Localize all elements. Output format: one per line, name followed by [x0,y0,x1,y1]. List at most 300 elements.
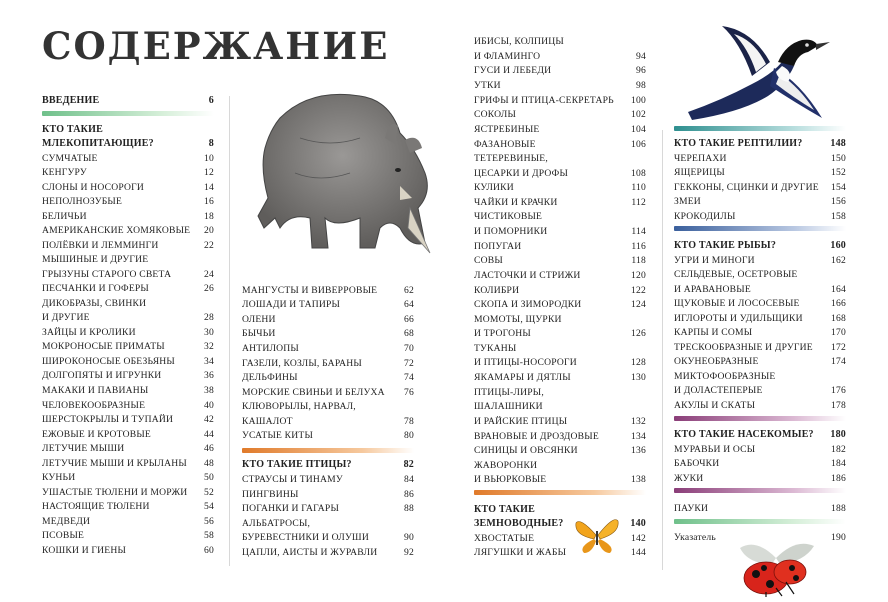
toc-page-number: 124 [631,299,646,310]
section-divider-bar [674,416,846,421]
section-divider-bar [674,519,846,524]
toc-entry[interactable] [474,444,646,458]
toc-entry[interactable] [674,399,846,413]
toc-entry[interactable] [674,355,846,369]
toc-page-number: 12 [204,167,214,178]
toc-page-number: 174 [831,356,846,367]
toc-entry-label: ЛЯГУШКИ И ЖАБЫ [474,547,567,558]
toc-page-number: 176 [831,385,846,396]
toc-entry-label: СУМЧАТЫЕ [42,153,98,164]
toc-entry[interactable] [474,50,646,64]
toc-page-number: 162 [831,255,846,266]
toc-entry[interactable] [42,340,214,354]
toc-entry-label: ГАЗЕЛИ, КОЗЛЫ, БАРАНЫ [242,358,362,369]
toc-entry[interactable] [42,239,214,253]
toc-entry-label: И РАЙСКИЕ ПТИЦЫ [474,416,568,427]
toc-page-number: 118 [631,255,646,266]
toc-entry[interactable] [474,327,646,341]
toc-entry-label: МУРАВЬИ И ОСЫ [674,444,756,455]
toc-entry-label: ЧАЙКИ И КРАЧКИ [474,197,558,208]
toc-entry-label: СОКОЛЫ [474,109,517,120]
toc-entry-label: ЧЕРЕПАХИ [674,153,727,164]
toc-entry-label: КТО ТАКИЕ НАСЕКОМЫЕ? [674,429,814,440]
toc-entry[interactable] [474,254,646,268]
toc-entry-label: ОЛЕНИ [242,314,276,325]
toc-entry[interactable] [42,224,214,238]
toc-entry[interactable] [42,399,214,413]
toc-entry-label: ЗЕМНОВОДНЫЕ? [474,518,564,529]
toc-entry-label: КАШАЛОТ [242,416,293,427]
toc-entry[interactable] [242,517,414,531]
column-divider [662,130,663,570]
toc-page-number: 42 [204,414,214,425]
toc-page-number: 60 [204,545,214,556]
toc-entry-label: ЕЖОВЫЕ И КРОТОВЫЕ [42,429,151,440]
section-divider-bar [242,448,414,453]
toc-entry[interactable] [674,370,846,384]
toc-page-number: 102 [631,109,646,120]
toc-page-number: 106 [631,139,646,150]
toc-page-number: 68 [404,328,414,339]
toc-entry[interactable] [474,532,646,546]
toc-entry-label: МЛЕКОПИТАЮЩИЕ? [42,138,154,149]
toc-entry[interactable] [674,195,846,209]
toc-entry[interactable] [474,342,646,356]
toc-page-number: 54 [204,501,214,512]
toc-entry-label: ПЕСЧАНКИ И ГОФЕРЫ [42,283,149,294]
toc-page-number: 188 [831,503,846,514]
toc-entry[interactable] [474,356,646,370]
toc-page-number: 70 [404,343,414,354]
toc-page-number: 74 [404,372,414,383]
toc-page-number: 122 [631,285,646,296]
toc-entry-label: И ФЛАМИНГО [474,51,541,62]
toc-entry-label: ЦЕСАРКИ И ДРОФЫ [474,168,569,179]
toc-page-number: 170 [831,327,846,338]
toc-entry[interactable] [674,268,846,282]
toc-entry[interactable] [674,457,846,471]
toc-entry[interactable] [42,442,214,456]
toc-page-number: 114 [631,226,646,237]
toc-entry-label: КТО ТАКИЕ РЫБЫ? [674,240,777,251]
toc-page-number: 130 [631,372,646,383]
toc-entry-label: СЕЛЬДЕВЫЕ, ОСЕТРОВЫЕ [674,269,798,280]
toc-entry[interactable] [42,486,214,500]
page-title: СОДЕРЖАНИЕ [42,24,390,68]
toc-section-heading[interactable] [474,517,646,531]
toc-entry-label: НАСТОЯЩИЕ ТЮЛЕНИ [42,501,150,512]
toc-entry-label: ЯЩЕРИЦЫ [674,167,725,178]
toc-entry-label: ЩУКОВЫЕ И ЛОСОСЕВЫЕ [674,298,800,309]
toc-entry[interactable] [474,473,646,487]
toc-page-number: 144 [631,547,646,558]
toc-page-number: 134 [631,431,646,442]
toc-entry[interactable] [242,371,414,385]
toc-entry-label: МОКРОНОСЫЕ ПРИМАТЫ [42,341,165,352]
toc-page-number: 6 [208,95,214,106]
toc-page-number: 8 [208,138,214,149]
toc-page-number: 30 [204,327,214,338]
toc-entry-label: АКУЛЫ И СКАТЫ [674,400,756,411]
section-divider-bar [474,490,646,495]
toc-page-number: 18 [204,211,214,222]
toc-entry-label: КАРПЫ И СОМЫ [674,327,753,338]
toc-entry-label: МОМОТЫ, ЩУРКИ [474,314,562,325]
toc-entry-label: УГРИ И МИНОГИ [674,255,755,266]
toc-entry-label: КУЛИКИ [474,182,514,193]
toc-entry-label: ЯСТРЕБИНЫЕ [474,124,540,135]
toc-page-number: 84 [404,474,414,485]
toc-page-number: 142 [631,533,646,544]
toc-entry[interactable] [242,502,414,516]
toc-page-number: 160 [830,240,846,251]
toc-entry-label: БУРЕВЕСТНИКИ И ОЛУШИ [242,532,369,543]
toc-page-number: 126 [631,328,646,339]
toc-entry-label: ЗМЕИ [674,196,701,207]
section-divider-bar [42,111,214,116]
toc-page-number: 64 [404,299,414,310]
toc-entry-label: ПИНГВИНЫ [242,489,299,500]
toc-page-number: 44 [204,429,214,440]
toc-entry-label: Указатель [674,532,716,543]
toc-entry-label: ХВОСТАТЫЕ [474,533,535,544]
toc-section-heading[interactable] [42,137,214,151]
toc-entry-label: ОКУНЕОБРАЗНЫЕ [674,356,759,367]
toc-entry[interactable] [474,284,646,298]
toc-page-number: 46 [204,443,214,454]
toc-page-number: 92 [404,547,414,558]
toc-entry-label: КЕНГУРУ [42,167,87,178]
toc-page-number: 100 [631,95,646,106]
toc-entry[interactable] [242,429,414,443]
toc-page-number: 88 [404,503,414,514]
toc-page-number: 62 [404,285,414,296]
toc-entry[interactable] [42,413,214,427]
toc-entry-label: ГУСИ И ЛЕБЕДИ [474,65,552,76]
toc-entry-label: СИНИЦЫ И ОВСЯНКИ [474,445,578,456]
toc-entry-label: ИБИСЫ, КОЛПИЦЫ [474,36,564,47]
toc-entry[interactable] [674,166,846,180]
toc-entry-label: УТКИ [474,80,501,91]
toc-page-number: 172 [831,342,846,353]
toc-entry-label: КТО ТАКИЕ [474,504,535,515]
toc-entry-label: КОШКИ И ГИЕНЫ [42,545,127,556]
toc-entry[interactable] [474,123,646,137]
toc-entry[interactable] [674,531,846,545]
toc-entry[interactable] [242,488,414,502]
toc-page-number: 132 [631,416,646,427]
toc-page-number: 158 [831,211,846,222]
column-divider [229,96,230,566]
magpie-illustration [682,22,832,130]
toc-entry[interactable] [42,529,214,543]
toc-page-number: 168 [831,313,846,324]
toc-entry[interactable] [674,472,846,486]
toc-page-number: 120 [631,270,646,281]
toc-entry[interactable] [474,415,646,429]
section-divider-bar [674,488,846,493]
toc-entry-label: ЦАПЛИ, АИСТЫ И ЖУРАВЛИ [242,547,378,558]
toc-entry[interactable] [242,327,414,341]
toc-page-number: 50 [204,472,214,483]
toc-page-number: 24 [204,269,214,280]
toc-entry[interactable] [242,386,414,400]
ladybug-illustration [736,538,816,597]
toc-entry-label: ЗАЙЦЫ И КРОЛИКИ [42,327,136,338]
toc-entry[interactable] [242,284,414,298]
toc-page-number: 136 [631,445,646,456]
toc-entry-label: УСАТЫЕ КИТЫ [242,430,314,441]
toc-page-number: 52 [204,487,214,498]
toc-entry-label: ЧИСТИКОВЫЕ [474,211,543,222]
toc-entry[interactable] [42,369,214,383]
toc-entry[interactable] [242,531,414,545]
toc-page-number: 148 [830,138,846,149]
toc-entry-label: УШАСТЫЕ ТЮЛЕНИ И МОРЖИ [42,487,188,498]
toc-entry[interactable] [242,415,414,429]
toc-entry-label: ИГЛОРОТЫ И УДИЛЬЩИКИ [674,313,803,324]
toc-entry[interactable] [674,152,846,166]
toc-entry[interactable] [242,400,414,414]
toc-entry-label: ДОЛГОПЯТЫ И ИГРУНКИ [42,370,162,381]
toc-entry[interactable] [474,210,646,224]
toc-entry-label: ГРИФЫ И ПТИЦА-СЕКРЕТАРЬ [474,95,614,106]
toc-page-number: 40 [204,400,214,411]
toc-entry[interactable] [474,225,646,239]
toc-entry-label: ТУКАНЫ [474,343,517,354]
toc-section-heading[interactable] [674,239,846,253]
toc-entry[interactable] [242,473,414,487]
toc-entry[interactable] [674,502,846,516]
toc-entry-label: АНТИЛОПЫ [242,343,299,354]
toc-entry-label: И ПОМОРНИКИ [474,226,548,237]
toc-entry-label: ЛЕТУЧИЕ МЫШИ [42,443,125,454]
toc-page-number: 78 [404,416,414,427]
toc-section-heading[interactable] [242,458,414,472]
toc-page-number: 152 [831,167,846,178]
toc-page-number: 66 [404,314,414,325]
toc-page-number: 190 [831,532,846,543]
toc-entry-label: АМЕРИКАНСКИЕ ХОМЯКОВЫЕ [42,225,191,236]
toc-entry-label: МЕДВЕДИ [42,516,91,527]
toc-entry[interactable] [474,371,646,385]
toc-entry[interactable] [42,152,214,166]
toc-entry[interactable] [474,35,646,49]
toc-page-number: 86 [404,489,414,500]
toc-entry-label: НЕПОЛНОЗУБЫЕ [42,196,123,207]
toc-entry-label: ВВЕДЕНИЕ [42,95,100,106]
toc-entry-label: ТРЕСКООБРАЗНЫЕ И ДРУГИЕ [674,342,813,353]
toc-entry-label: МИКТОФООБРАЗНЫЕ [674,371,776,382]
toc-entry[interactable] [474,240,646,254]
toc-entry[interactable] [474,386,646,400]
toc-entry-label: МАКАКИ И ПАВИАНЫ [42,385,149,396]
toc-entry-label: МОРСКИЕ СВИНЬИ И БЕЛУХА [242,387,385,398]
toc-entry[interactable] [42,166,214,180]
toc-entry-label: ЖУКИ [674,473,704,484]
toc-entry-label: КТО ТАКИЕ [42,124,103,135]
toc-entry-label: ДИКОБРАЗЫ, СВИНКИ [42,298,147,309]
toc-page-number: 140 [630,518,646,529]
toc-entry[interactable] [474,459,646,473]
toc-section-heading[interactable] [674,428,846,442]
toc-entry-label: КОЛИБРИ [474,285,520,296]
toc-entry[interactable] [674,384,846,398]
toc-entry[interactable] [474,152,646,166]
toc-entry[interactable] [42,544,214,558]
toc-entry[interactable] [674,443,846,457]
toc-page-number: 28 [204,312,214,323]
section-divider-bar [674,126,846,131]
toc-page-number: 178 [831,400,846,411]
toc-entry-label: ПОПУГАИ [474,241,522,252]
toc-entry-label: СТРАУСЫ И ТИНАМУ [242,474,343,485]
toc-entry[interactable] [242,298,414,312]
toc-page-number: 154 [831,182,846,193]
toc-entry[interactable] [674,181,846,195]
toc-entry[interactable] [474,313,646,327]
toc-entry[interactable] [674,312,846,326]
toc-entry[interactable] [474,298,646,312]
toc-page-number: 156 [831,196,846,207]
toc-entry-label: И ВЬЮРКОВЫЕ [474,474,547,485]
toc-page-number: 16 [204,196,214,207]
toc-entry-label: СОВЫ [474,255,503,266]
toc-page-number: 36 [204,370,214,381]
toc-entry-label: БЫЧЬИ [242,328,276,339]
toc-entry-label: ЛАСТОЧКИ И СТРИЖИ [474,270,581,281]
toc-entry[interactable] [42,282,214,296]
toc-entry[interactable] [42,268,214,282]
toc-entry-label: БАБОЧКИ [674,458,720,469]
toc-entry-label: СЛОНЫ И НОСОРОГИ [42,182,144,193]
toc-entry-label: ЛЕТУЧИЕ МЫШИ И КРЫЛАНЫ [42,458,187,469]
toc-entry-label: ПАУКИ [674,503,709,514]
toc-entry[interactable] [242,357,414,371]
toc-section-heading[interactable] [474,503,646,517]
toc-entry-label: КРОКОДИЛЫ [674,211,736,222]
toc-entry-label: ГРЫЗУНЫ СТАРОГО СВЕТА [42,269,172,280]
toc-entry[interactable] [42,457,214,471]
section-divider-bar [674,226,846,231]
toc-entry-label: ПОЛЁВКИ И ЛЕММИНГИ [42,240,159,251]
toc-entry-label: ПСОВЫЕ [42,530,85,541]
toc-entry[interactable] [474,79,646,93]
toc-page-number: 186 [831,473,846,484]
toc-page-number: 112 [631,197,646,208]
toc-entry-label: И АРАВАНОВЫЕ [674,284,751,295]
toc-entry-label: ЛОШАДИ И ТАПИРЫ [242,299,341,310]
toc-page-number: 20 [204,225,214,236]
toc-page-number: 34 [204,356,214,367]
toc-page-number: 182 [831,444,846,455]
toc-entry-label: ЧЕЛОВЕКООБРАЗНЫЕ [42,400,146,411]
toc-entry-label: СКОПА И ЗИМОРОДКИ [474,299,582,310]
toc-entry[interactable] [674,210,846,224]
toc-entry[interactable] [474,64,646,78]
toc-entry[interactable] [242,546,414,560]
toc-entry-label: КЛЮВОРЫЛЫ, НАРВАЛ, [242,401,356,412]
toc-page-number: 138 [631,474,646,485]
toc-entry[interactable] [42,500,214,514]
toc-page-number: 58 [204,530,214,541]
toc-entry[interactable] [474,108,646,122]
toc-entry[interactable] [674,283,846,297]
toc-page-number: 150 [831,153,846,164]
toc-entry[interactable] [242,342,414,356]
toc-entry[interactable] [474,138,646,152]
toc-entry-label: КУНЬИ [42,472,76,483]
toc-entry[interactable] [42,384,214,398]
toc-entry-label: ГЕККОНЫ, СЦИНКИ И ДРУГИЕ [674,182,819,193]
toc-entry[interactable] [42,355,214,369]
toc-entry[interactable] [42,471,214,485]
toc-entry[interactable] [474,400,646,414]
toc-entry[interactable] [474,94,646,108]
toc-entry[interactable] [674,297,846,311]
toc-page-number: 104 [631,124,646,135]
toc-entry[interactable] [42,428,214,442]
toc-entry-label: КТО ТАКИЕ ПТИЦЫ? [242,459,352,470]
toc-section-heading[interactable] [674,137,846,151]
toc-section-heading[interactable] [42,94,214,108]
toc-entry[interactable] [42,311,214,325]
toc-page-number: 90 [404,532,414,543]
toc-entry-label: БЕЛИЧЬИ [42,211,87,222]
toc-entry-label: И ДРУГИЕ [42,312,90,323]
toc-entry[interactable] [42,515,214,529]
toc-entry[interactable] [474,196,646,210]
toc-entry[interactable] [42,181,214,195]
toc-entry[interactable] [674,326,846,340]
toc-entry-label: ФАЗАНОВЫЕ [474,139,536,150]
toc-page-number: 32 [204,341,214,352]
toc-entry[interactable] [474,546,646,560]
toc-page-number: 164 [831,284,846,295]
toc-section-heading[interactable] [42,123,214,137]
toc-entry[interactable] [474,430,646,444]
toc-entry[interactable] [42,210,214,224]
toc-entry-label: ШАЛАШНИКИ [474,401,543,412]
toc-entry[interactable] [474,181,646,195]
toc-entry-label: АЛЬБАТРОСЫ, [242,518,311,529]
toc-page-number: 48 [204,458,214,469]
toc-entry-label: ЖАВОРОНКИ [474,460,538,471]
toc-entry[interactable] [674,341,846,355]
toc-entry[interactable] [42,195,214,209]
toc-entry[interactable] [42,297,214,311]
toc-entry-label: ТЕТЕРЕВИНЫЕ, [474,153,548,164]
toc-entry[interactable] [42,326,214,340]
toc-page-number: 180 [830,429,846,440]
toc-page-number: 56 [204,516,214,527]
toc-page-number: 110 [631,182,646,193]
toc-entry-label: МЫШИНЫЕ И ДРУГИЕ [42,254,149,265]
toc-entry[interactable] [674,254,846,268]
toc-page-number: 94 [636,51,646,62]
toc-entry[interactable] [474,167,646,181]
toc-entry-label: ЯКАМАРЫ И ДЯТЛЫ [474,372,571,383]
toc-page-number: 22 [204,240,214,251]
toc-page-number: 38 [204,385,214,396]
toc-entry-label: ДЕЛЬФИНЫ [242,372,298,383]
toc-page-number: 184 [831,458,846,469]
toc-entry-label: ПОГАНКИ И ГАГАРЫ [242,503,340,514]
toc-page-number: 72 [404,358,414,369]
toc-entry[interactable] [42,253,214,267]
toc-entry[interactable] [242,313,414,327]
toc-entry[interactable] [474,269,646,283]
